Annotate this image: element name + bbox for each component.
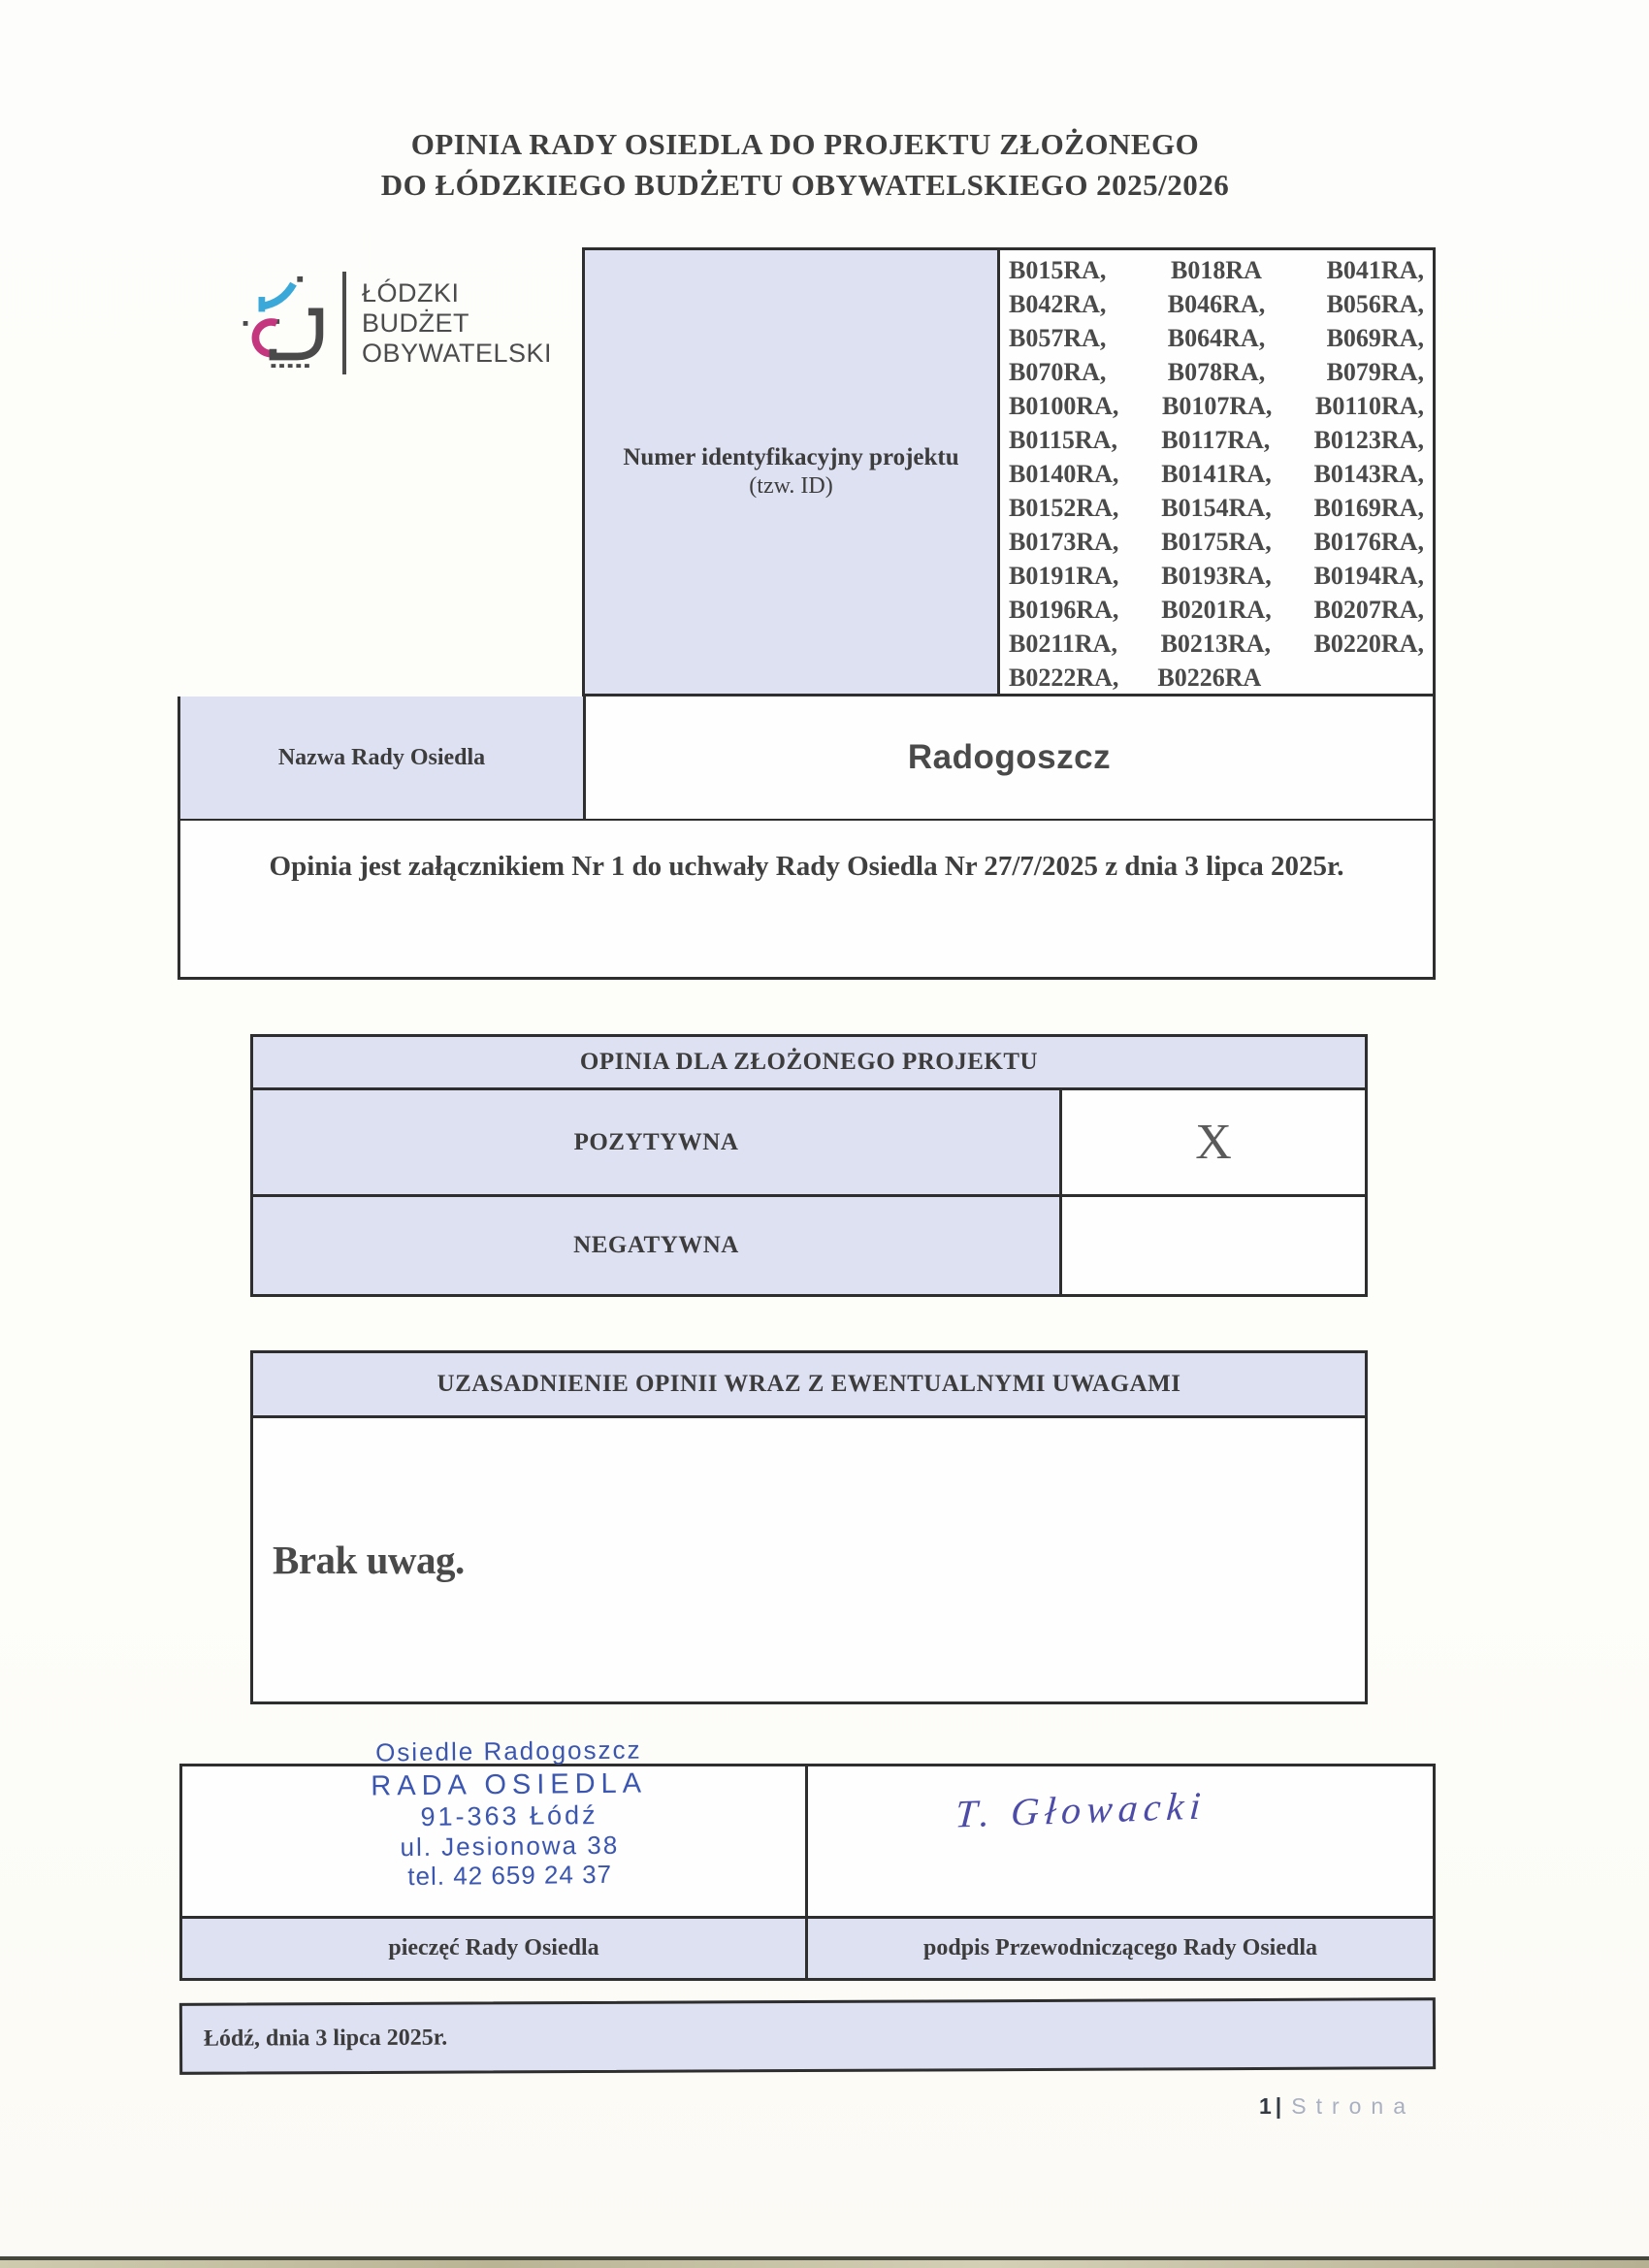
opinion-negative-checkbox[interactable] (1062, 1197, 1365, 1294)
opinion-positive-label: POZYTYWNA (253, 1090, 1062, 1194)
date-box (179, 1997, 1436, 2075)
stamp-line-phone: tel. 42 659 24 37 (407, 1859, 613, 1892)
project-id: B069RA, (1326, 324, 1424, 352)
page-footer-label: Strona (1291, 2093, 1415, 2119)
project-id: B0141RA, (1161, 460, 1272, 488)
project-id: B0173RA, (1009, 528, 1119, 556)
project-id: B078RA, (1167, 358, 1266, 386)
council-ink-stamp (319, 1734, 699, 1892)
document-title-line1: OPINIA RADY OSIEDLA DO PROJEKTU ZŁOŻONEGO (410, 127, 1200, 161)
project-id: B0211RA, (1009, 630, 1117, 658)
logo-line3: OBYWATELSKI (362, 338, 553, 368)
project-id: B0220RA, (1313, 630, 1424, 658)
id-line (1009, 389, 1424, 423)
signature-label: podpis Przewodniczącego Rady Osiedla (808, 1916, 1433, 1978)
id-list (1000, 250, 1433, 694)
logo-line2: BUDŻET (362, 308, 469, 338)
id-line (1009, 559, 1424, 593)
council-name-label: Nazwa Rady Osiedla (180, 697, 586, 819)
handwritten-signature: T. Głowacki (954, 1783, 1209, 1836)
project-id: B0110RA, (1315, 392, 1424, 420)
project-id-table (582, 247, 1436, 697)
opinion-row-negative (253, 1194, 1365, 1294)
page-number-separator: | (1275, 2093, 1282, 2119)
scan-edge-strip (0, 2260, 1649, 2268)
attachment-note-text: Opinia jest załącznikiem Nr 1 do uchwały Rady Osiedla Nr 27/7/2025 z dnia 3 lipca 2025r. (269, 851, 1344, 882)
id-line (1009, 287, 1424, 321)
id-line (1009, 661, 1424, 695)
project-id: B0100RA, (1009, 392, 1119, 420)
project-id: B0196RA, (1009, 596, 1119, 624)
lbo-logo (236, 260, 556, 386)
project-id: B0175RA, (1161, 528, 1272, 556)
stamp-label: pieczęć Rady Osiedla (182, 1916, 805, 1978)
project-id: B041RA, (1326, 256, 1424, 284)
document-title-line2: DO ŁÓDZKIEGO BUDŻETU OBYWATELSKIEGO 2025/2026 (380, 168, 1230, 202)
project-id: B056RA, (1326, 290, 1424, 318)
id-line (1009, 321, 1424, 355)
project-id: B0213RA, (1160, 630, 1271, 658)
stamp-line-street: ul. Jesionowa 38 (400, 1830, 620, 1863)
project-id: B0123RA, (1313, 426, 1424, 454)
project-id: B0201RA, (1161, 596, 1272, 624)
project-id: B0117RA, (1161, 426, 1271, 454)
opinion-negative-label: NEGATYWNA (253, 1197, 1062, 1294)
logo-line1: ŁÓDZKI (362, 277, 460, 308)
project-id: B0169RA, (1313, 494, 1424, 522)
id-line (1009, 627, 1424, 661)
project-id: B018RA (1171, 256, 1262, 284)
stamp-line-district: Osiedle Radogoszcz (374, 1734, 642, 1767)
id-line (1009, 423, 1424, 457)
page-footer (1259, 2093, 1415, 2120)
project-id-label: Numer identyfikacyjny projektu (623, 444, 959, 470)
project-id: B042RA, (1009, 290, 1107, 318)
project-id: B0176RA, (1313, 528, 1424, 556)
project-id: B057RA, (1009, 324, 1107, 352)
project-id: B079RA, (1326, 358, 1424, 386)
council-name-value: Radogoszcz (586, 697, 1433, 819)
attachment-note-box (178, 821, 1436, 980)
id-line (1009, 525, 1424, 559)
justification-header: UZASADNIENIE OPINII WRAZ Z EWENTUALNYMI UWAGAMI (250, 1350, 1368, 1418)
project-id: B0207RA, (1313, 596, 1424, 624)
id-line (1009, 253, 1424, 287)
stamp-line-council: RADA OSIEDLA (371, 1767, 648, 1802)
project-id: B0152RA, (1009, 494, 1119, 522)
lbo-logo-icon (236, 267, 329, 380)
project-id: B015RA, (1009, 256, 1107, 284)
id-line (1009, 355, 1424, 389)
project-id: B0194RA, (1313, 562, 1424, 590)
project-id: B064RA, (1167, 324, 1266, 352)
project-id-sublabel: (tzw. ID) (749, 473, 833, 499)
project-id: B0226RA (1157, 664, 1262, 692)
project-id: B0193RA, (1161, 562, 1272, 590)
project-id: B0154RA, (1161, 494, 1272, 522)
page-number: 1 (1259, 2093, 1272, 2119)
id-line (1009, 593, 1424, 627)
project-id: B0143RA, (1313, 460, 1424, 488)
id-line (1009, 491, 1424, 525)
project-id-label-cell (585, 250, 1000, 694)
document-title (175, 124, 1436, 206)
project-id: B0140RA, (1009, 460, 1119, 488)
justification-content-box (250, 1418, 1368, 1704)
date-text: Łódź, dnia 3 lipca 2025r. (203, 2025, 448, 2052)
stamp-line-postcode: 91-363 Łódź (420, 1800, 598, 1831)
opinion-positive-checkbox[interactable]: X (1062, 1090, 1365, 1194)
project-id: B0222RA, (1009, 664, 1119, 692)
project-id: B0115RA, (1009, 426, 1117, 454)
council-name-row (178, 697, 1436, 822)
id-line (1009, 457, 1424, 491)
project-id: B046RA, (1167, 290, 1266, 318)
project-id: B0107RA, (1162, 392, 1273, 420)
justification-text: Brak uwag. (273, 1538, 465, 1582)
lbo-logo-text (362, 278, 552, 369)
project-id: B0191RA, (1009, 562, 1119, 590)
logo-divider (342, 272, 346, 374)
opinion-table-header: OPINIA DLA ZŁOŻONEGO PROJEKTU (253, 1037, 1365, 1087)
opinion-row-positive (253, 1087, 1365, 1194)
opinion-table (250, 1034, 1368, 1297)
project-id: B070RA, (1009, 358, 1107, 386)
